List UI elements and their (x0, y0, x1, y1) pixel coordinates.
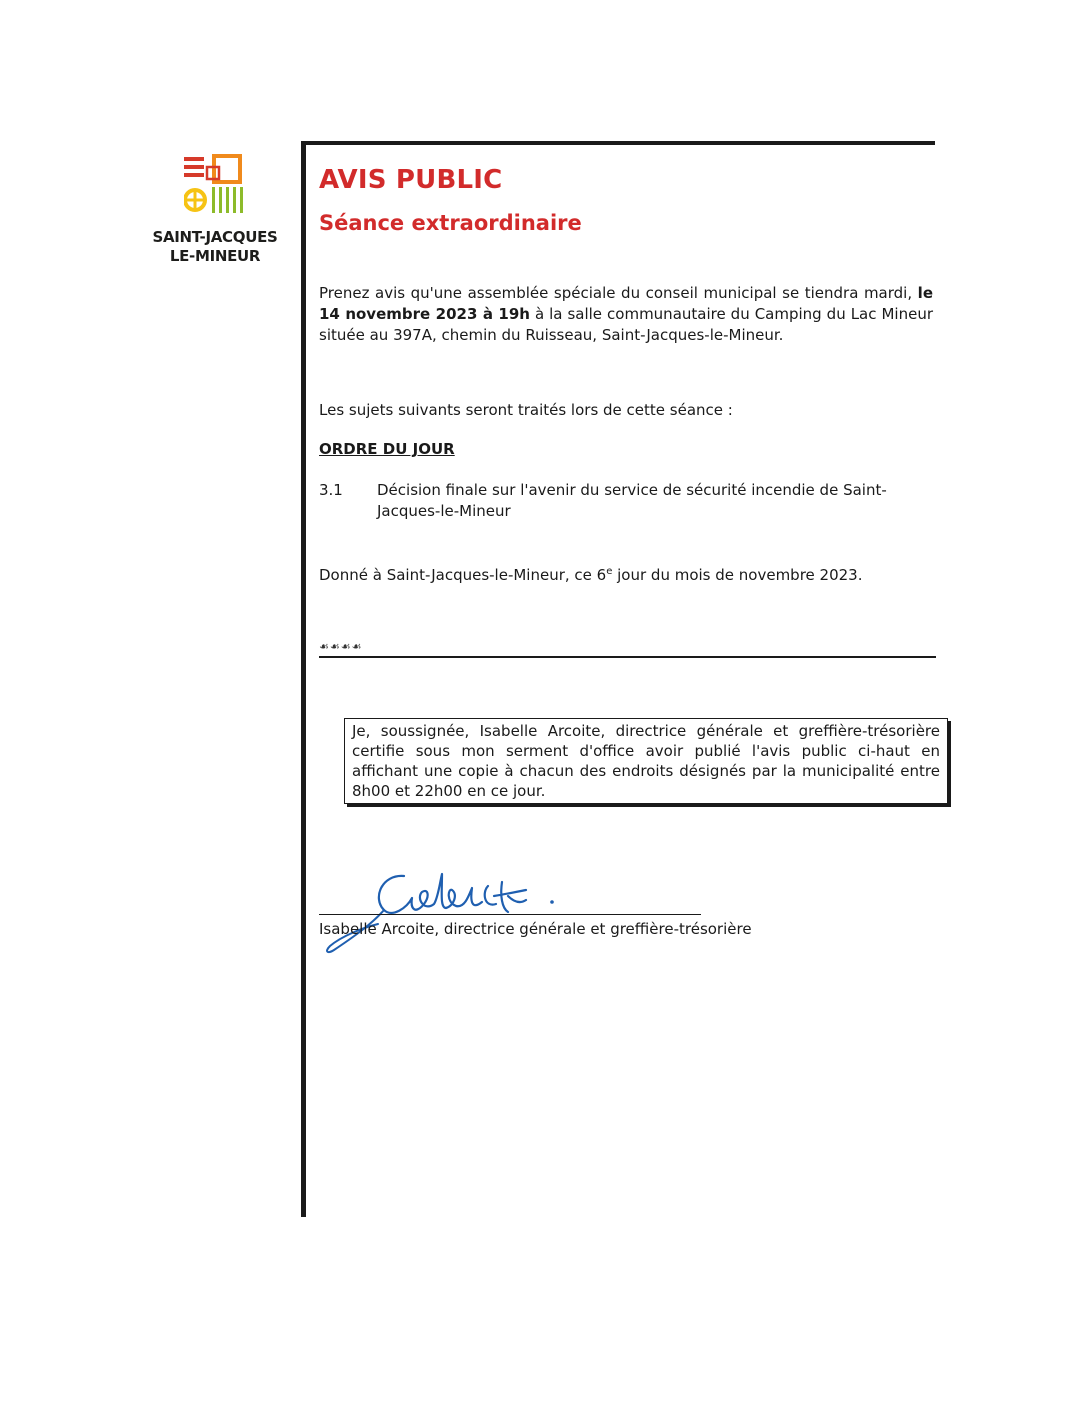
given-text-1: Donné à Saint-Jacques-le-Mineur, ce 6 (319, 566, 607, 584)
intro-text-2: à la salle communautaire du Camping du Lac Mineur située au 397A, chemin du Ruisseau, Saint-Jacques-le-Mineur. (319, 305, 933, 344)
agenda-item-number: 3.1 (319, 481, 343, 499)
page-subtitle: Séance extraordinaire (319, 211, 582, 235)
agenda-item-text: Décision finale sur l'avenir du service de sécurité incendie de Saint-Jacques-le-Mineur (377, 481, 887, 520)
ornament-rule (319, 656, 936, 658)
given-superscript: e (606, 566, 613, 577)
signature-caption: Isabelle Arcoite, directrice générale et greffière-trésorière (319, 920, 752, 938)
intro-text-1: Prenez avis qu'une assemblée spéciale du conseil municipal se tiendra mardi, (319, 284, 918, 302)
intro-date: le 14 novembre 2023 à 19h (319, 284, 933, 323)
ornament-divider: ☙☙☙☙ (319, 640, 363, 653)
given-text-2: jour du mois de novembre 2023. (612, 566, 863, 584)
handwritten-signature (312, 858, 582, 958)
page-title: AVIS PUBLIC (319, 165, 503, 195)
signature-line (319, 914, 701, 915)
logo-emblem-icon (184, 154, 246, 218)
frame-top-rule (303, 141, 935, 145)
subjects-line: Les sujets suivants seront traités lors de cette séance : (319, 401, 733, 419)
frame-vertical-rule (301, 141, 306, 1217)
logo-line-2: LE-MINEUR (169, 247, 261, 265)
certification-box: Je, soussignée, Isabelle Arcoite, directrice générale et greffière-trésorière certifie sous mon serment d'office avoir publié l'avis public ci-haut en affichant une copie à chacun des endroits désignés par la municipalité entre 8h00 et 22h00 en ce jour. (344, 718, 948, 804)
municipality-logo (140, 150, 290, 270)
logo-wordmark (140, 228, 290, 266)
logo-line-1: SAINT-JACQUES (152, 228, 278, 246)
given-at-line (319, 561, 933, 586)
agenda-heading: ORDRE DU JOUR (319, 440, 455, 458)
intro-paragraph (319, 283, 933, 346)
